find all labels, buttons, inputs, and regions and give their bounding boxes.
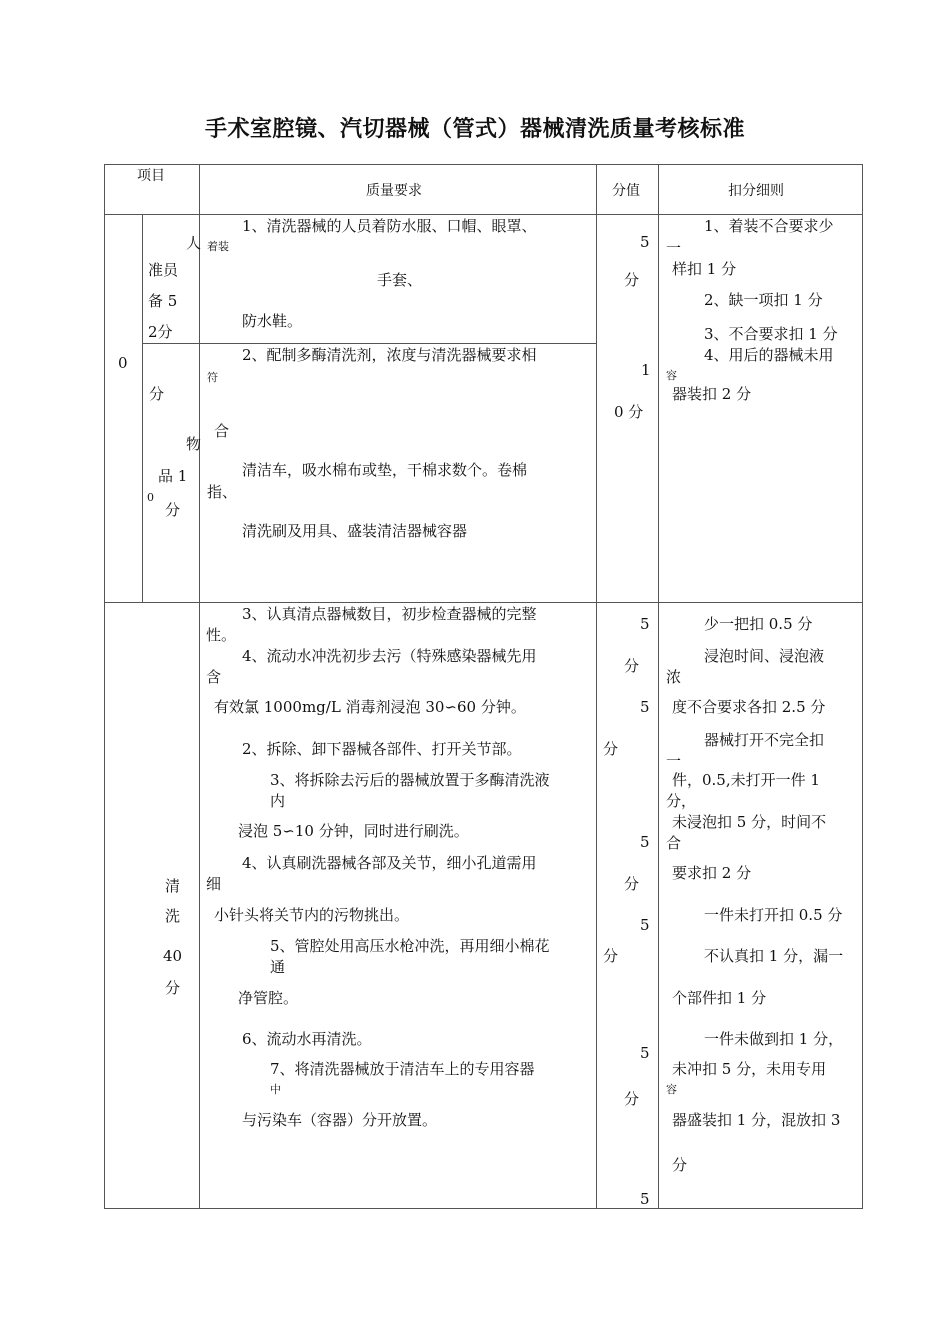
item-divider [199,164,200,1209]
section2-score: 5 [640,833,650,851]
section2-label: 洗 [165,907,181,925]
section2-deduction: 合 [666,834,682,852]
req-line: 3、将拆除去污后的器械放置于多酶清洗液 [270,771,550,789]
req-a-line: 1、清洗器械的人员着防水服、口帽、眼罩、 [242,217,537,235]
req-line: 小针头将关节内的污物挑出。 [214,906,410,924]
subsection-divider [142,343,596,344]
section1-sub-a-line: 人 [186,234,202,252]
section1-deduction: 样扣 1 分 [672,260,737,278]
section1-sub-b-line: 品 1 [158,467,188,485]
section2-deduction: 件，0.5,未打开一件 1 [672,771,820,789]
table-border-right [862,164,863,1209]
section1-deduction: 1、着装不合要求少 [704,217,834,235]
subitem-divider [142,214,143,603]
table-border-top [104,164,863,165]
section1-score: 5 [640,233,650,251]
req-b-line: 清洁车，吸水棉布或垫，干棉求数个。卷棉 [242,461,528,479]
section2-score: 5 [640,615,650,633]
section1-sub-b-line: 0 [147,491,154,504]
req-line: 浸泡 5∽10 分钟，同时进行刷洗。 [238,822,469,840]
section1-deduction: 一 [666,239,682,257]
req-line: 2、拆除、卸下器械各部件、打开关节部。 [242,740,522,758]
section1-sub-a-line: 2分 [148,323,173,341]
req-line: 细 [206,875,222,893]
section2-score: 分 [624,657,640,675]
section2-label: 分 [165,979,181,997]
section1-sub-a-line: 备 5 [148,292,178,310]
score-divider [658,164,659,1209]
req-line: 5、管腔处用高压水枪冲洗，再用细小棉花 [270,937,550,955]
section2-deduction: 一件未打开扣 0.5 分 [704,906,843,924]
req-line: 含 [206,668,222,686]
req-line: 内 [270,792,286,810]
section2-deduction: 未冲扣 5 分，未用专用 [672,1060,827,1078]
section2-deduction: 一 [666,752,682,770]
table-border-bottom [104,1208,863,1209]
req-a-line: 防水鞋。 [242,312,303,330]
section2-label: 40 [163,947,183,965]
section1-sub-b-line: 物 [186,435,202,453]
req-line: 与污染车（容器）分开放置。 [242,1111,438,1129]
section1-sub-b-line: 分 [165,501,181,519]
section1-score: 分 [624,271,640,289]
section2-deduction: 浓 [666,668,682,686]
section2-deduction: 不认真扣 1 分，漏一 [704,947,844,965]
section2-deduction: 器械打开不完全扣 [704,731,825,749]
req-line: 有效氯 1000mg/L 消毒剂浸泡 30∽60 分钟。 [214,698,526,716]
header-requirement: 质量要求 [366,183,422,199]
section1-deduction: 4、用后的器械未用 [704,346,834,364]
header-score: 分值 [612,183,640,199]
section1-deduction: 2、缺一项扣 1 分 [704,291,823,309]
section1-sub-b-score: 分 [149,385,165,403]
req-a-line: 手套、 [377,271,423,289]
req-line: 4、认真刷洗器械各部及关节，细小孔道需用 [242,854,537,872]
header-item: 项目 [137,168,165,184]
section2-deduction: 个部件扣 1 分 [672,989,767,1007]
req-b-fragment: 合 [214,422,230,440]
req-line: 4、流动水冲洗初步去污（特殊感染器械先用 [242,647,537,665]
section2-deduction: 少一把扣 0.5 分 [704,615,813,633]
section2-score: 分 [624,875,640,893]
header-deduction: 扣分细则 [728,183,784,199]
req-b-line: 2、配制多酶清洗剂，浓度与清洗器械要求相 [242,346,537,364]
req-b-fragment: 指、 [207,483,238,501]
req-line: 中 [270,1083,281,1096]
req-line: 净管腔。 [238,989,299,1007]
page-title: 手术室腔镜、汽切器械（管式）器械清洗质量考核标准 [204,117,745,142]
section2-deduction: 浸泡时间、浸泡液 [704,647,825,665]
section1-deduction: 3、不合要求扣 1 分 [704,325,838,343]
req-b-fragment: 符 [207,371,218,384]
req-b-line: 清洗刷及用具、盛装清洁器械容器 [242,522,468,540]
section2-deduction: 度不合要求各扣 2.5 分 [672,698,826,716]
req-line: 通 [270,958,286,976]
section2-deduction: 分， [666,792,697,810]
section2-score: 5 [640,1190,650,1208]
req-line: 7、将清洗器械放于清洁车上的专用容器 [270,1060,535,1078]
section2-deduction: 要求扣 2 分 [672,864,752,882]
section2-score: 分 [603,947,619,965]
section2-deduction: 一件未做到扣 1 分， [704,1030,844,1048]
section2-score: 分 [624,1090,640,1108]
section1-total: 0 [118,354,128,372]
header-divider [104,214,863,215]
section2-label: 清 [165,877,181,895]
section1-deduction: 器装扣 2 分 [672,385,752,403]
section1-sub-a-line: 准员 [148,261,179,279]
section2-score: 5 [640,916,650,934]
section2-deduction: 容 [666,1083,677,1096]
section-divider [104,602,863,603]
req-a-fragment: 着装 [207,240,229,253]
table-border-left [104,164,105,1209]
section1-score: 0 分 [614,403,644,421]
req-line: 3、认真清点器械数目，初步检查器械的完整 [242,605,537,623]
section2-score: 分 [603,740,619,758]
req-line: 6、流动水再清洗。 [242,1030,372,1048]
section1-score: 1 [641,361,651,379]
section2-deduction: 未浸泡扣 5 分，时间不 [672,813,827,831]
requirement-divider [596,164,597,1209]
section2-deduction: 器盛装扣 1 分，混放扣 3 [672,1111,841,1129]
section2-score: 5 [640,698,650,716]
section1-deduction: 容 [666,369,677,382]
section2-deduction: 分 [672,1156,688,1174]
req-line: 性。 [206,626,237,644]
section2-score: 5 [640,1044,650,1062]
